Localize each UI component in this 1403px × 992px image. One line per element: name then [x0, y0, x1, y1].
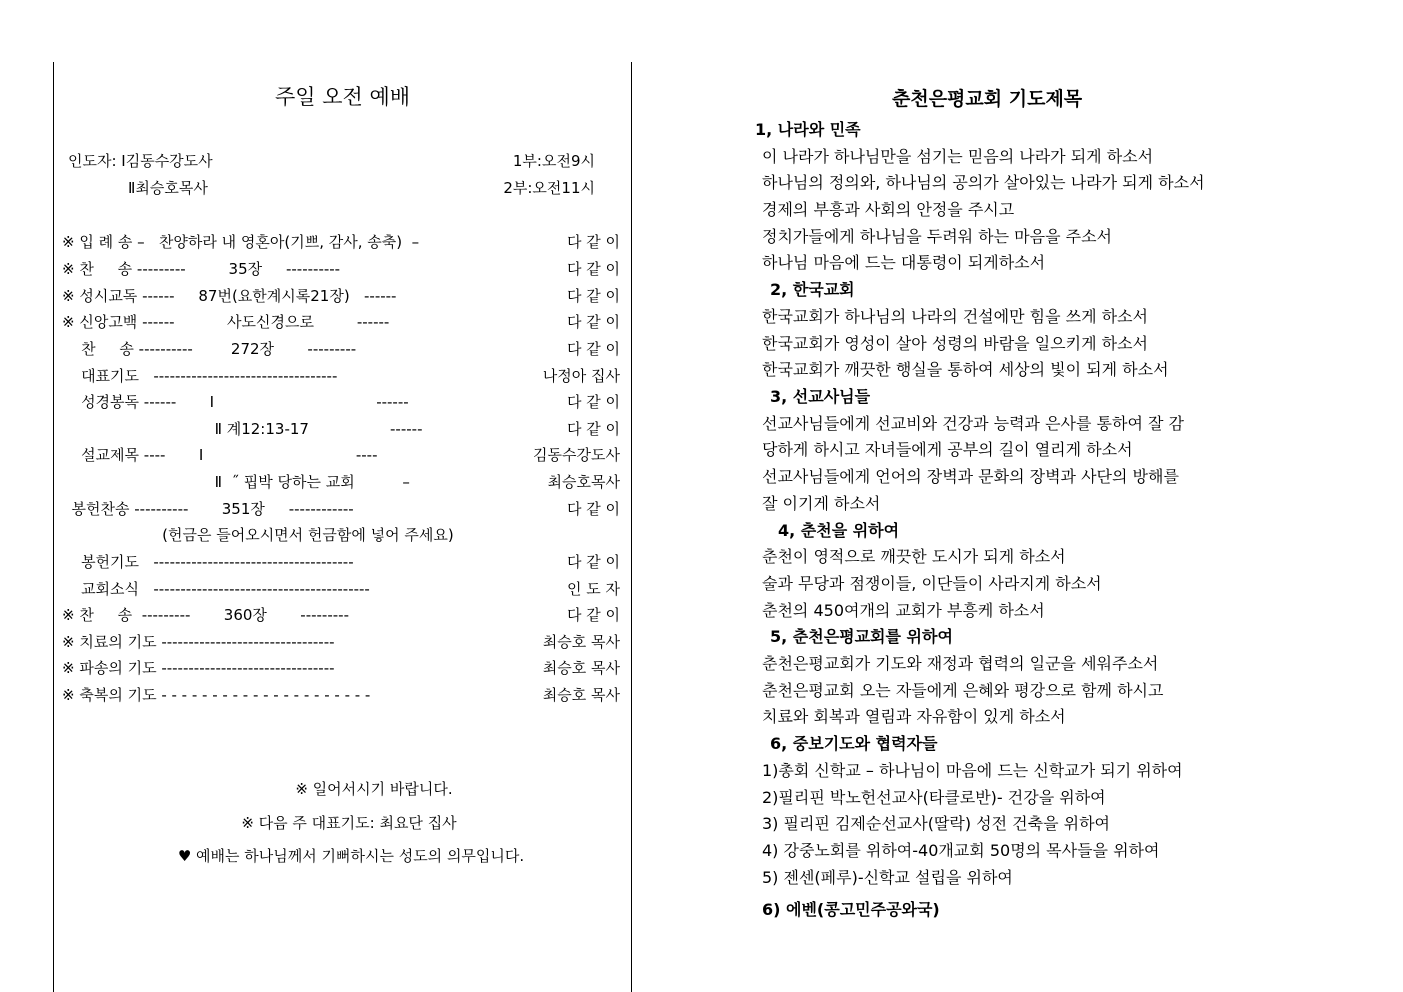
order-item-leader: 다 같 이 [566, 233, 620, 251]
order-item: ※ 성시교독 ‐‐‐‐‐‐ 87번(요한계시록21장) ‐‐‐‐‐‐ [62, 287, 397, 305]
prayer-item: 하나님 마음에 드는 대통령이 되게하소서 [762, 253, 1046, 272]
prayer-item: 한국교회가 하나님의 나라의 건설에만 힘을 쓰게 하소서 [762, 307, 1149, 326]
order-item: 교회소식 ‐‐‐‐‐‐‐‐‐‐‐‐‐‐‐‐‐‐‐‐‐‐‐‐‐‐‐‐‐‐‐‐‐‐‐‐‐‐‐‐ [62, 580, 370, 598]
order-item: ※ 신앙고백 ‐‐‐‐‐‐ 사도신경으로 ‐‐‐‐‐‐ [62, 313, 390, 331]
prayer-item: 춘천의 450여개의 교회가 부흥케 하소서 [762, 601, 1045, 620]
prayer-item: 한국교회가 영성이 살아 성령의 바람을 일으키게 하소서 [762, 334, 1149, 353]
order-item-leader: 다 같 이 [566, 313, 620, 331]
order-item: 봉헌기도 ‐‐‐‐‐‐‐‐‐‐‐‐‐‐‐‐‐‐‐‐‐‐‐‐‐‐‐‐‐‐‐‐‐‐‐‐‐ [62, 553, 354, 571]
worship-duty-note: ♥ 예배는 하나님께서 기뻐하시는 성도의 의무입니다. [177, 847, 525, 865]
order-item-leader: 다 같 이 [566, 340, 620, 358]
order-item: ※ 찬 송 ‐‐‐‐‐‐‐‐‐ 360장 ‐‐‐‐‐‐‐‐‐ [62, 606, 349, 624]
order-item-leader: 다 같 이 [566, 500, 620, 518]
service-time-2: 2부:오전11시 [503, 179, 595, 197]
prayer-item: 당하게 하시고 자녀들에게 공부의 길이 열리게 하소서 [762, 440, 1133, 459]
stand-note: ※ 일어서시기 바랍니다. [295, 780, 453, 798]
prayer-item: 춘천은평교회가 기도와 재정과 협력의 일군을 세워주소서 [762, 654, 1159, 673]
prayer-item: 이 나라가 하나님만을 섬기는 믿음의 나라가 되게 하소서 [762, 147, 1154, 166]
order-item: ※ 치료의 기도 ‐‐‐‐‐‐‐‐‐‐‐‐‐‐‐‐‐‐‐‐‐‐‐‐‐‐‐‐‐‐‐‐ [62, 633, 335, 651]
order-item: Ⅱ 계12:13-17 ‐‐‐‐‐‐ [62, 420, 423, 438]
order-item-leader: 인 도 자 [566, 580, 620, 598]
prayer-item: 잘 이기게 하소서 [762, 494, 881, 513]
prayer-item: 2)필리핀 박노헌선교사(타클로반)- 건강을 위하여 [762, 788, 1106, 807]
prayer-item: 한국교회가 깨끗한 행실을 통하여 세상의 빛이 되게 하소서 [762, 360, 1169, 379]
prayer-item: 5) 젠센(페루)-신학교 설립을 위하여 [762, 868, 1013, 887]
prayer-section-heading: 2, 한국교회 [770, 280, 855, 300]
prayer-last-item: 6) 에벤(콩고민주공와국) [762, 900, 940, 919]
order-item: 봉헌찬송 ‐‐‐‐‐‐‐‐‐‐ 351장 ‐‐‐‐‐‐‐‐‐‐‐‐ [62, 500, 354, 518]
order-item-leader: 최승호목사 [547, 473, 620, 491]
order-item: 찬 송 ‐‐‐‐‐‐‐‐‐‐ 272장 ‐‐‐‐‐‐‐‐‐ [62, 340, 357, 358]
order-item-leader: 다 같 이 [566, 420, 620, 438]
prayer-section-heading: 3, 선교사님들 [770, 387, 871, 406]
prayer-title: 춘천은평교회 기도제목 [892, 88, 1083, 110]
order-item: 설교제목 ‐‐‐‐ Ⅰ ‐‐‐‐ [62, 446, 378, 464]
next-week-prayer-note: ※ 다음 주 대표기도: 최요단 집사 [241, 814, 457, 832]
prayer-item: 춘천은평교회 오는 자들에게 은혜와 평강으로 함께 하시고 [762, 681, 1164, 700]
service-title: 주일 오전 예배 [274, 85, 411, 109]
prayer-item: 정치가들에게 하나님을 두려워 하는 마음을 주소서 [762, 227, 1113, 246]
prayer-section-heading: 4, 춘천을 위하여 [778, 520, 900, 540]
order-item-leader: 다 같 이 [566, 393, 620, 411]
prayer-section-heading: 1, 나라와 민족 [755, 120, 861, 139]
order-item: (헌금은 들어오시면서 헌금함에 넣어 주세요) [62, 526, 454, 544]
order-item-leader: 나정아 집사 [542, 367, 620, 385]
order-item: Ⅱ ˝ 핍박 당하는 교회 – [62, 473, 410, 491]
prayer-item: 경제의 부흥과 사회의 안정을 주시고 [762, 200, 1015, 219]
order-item-leader: 다 같 이 [566, 287, 620, 305]
order-item: 성경봉독 ‐‐‐‐‐‐ Ⅰ ‐‐‐‐‐‐ [62, 393, 409, 411]
order-item: 대표기도 ‐‐‐‐‐‐‐‐‐‐‐‐‐‐‐‐‐‐‐‐‐‐‐‐‐‐‐‐‐‐‐‐‐‐ [62, 367, 338, 385]
order-item-leader: 다 같 이 [566, 606, 620, 624]
order-item: ※ 입 례 송 – 찬양하라 내 영혼아(기쁘, 감사, 송축) – [62, 233, 420, 251]
order-item: ※ 축복의 기도 ‐ ‐ ‐ ‐ ‐ ‐ ‐ ‐ ‐ ‐ ‐ ‐ ‐ ‐ ‐ ‐ ‐ ‐ ‐ ‐ ‐ [62, 686, 371, 704]
prayer-item: 선교사님들에게 언어의 장벽과 문화의 장벽과 사단의 방해를 [762, 467, 1179, 486]
prayer-item: 치료와 회복과 열림과 자유함이 있게 하소서 [762, 707, 1066, 726]
prayer-item: 춘천이 영적으로 깨끗한 도시가 되게 하소서 [762, 547, 1066, 566]
leader-line-1: 인도자: Ⅰ김동수강도사 [68, 152, 213, 170]
leader-line-2: Ⅱ최승호목사 [128, 179, 208, 197]
prayer-item: 술과 무당과 점쟁이들, 이단들이 사라지게 하소서 [762, 574, 1102, 593]
order-item: ※ 파송의 기도 ‐‐‐‐‐‐‐‐‐‐‐‐‐‐‐‐‐‐‐‐‐‐‐‐‐‐‐‐‐‐‐‐ [62, 659, 335, 677]
prayer-section-heading: 6, 중보기도와 협력자들 [770, 734, 938, 754]
prayer-item: 1)총회 신학교 – 하나님이 마음에 드는 신학교가 되기 위하여 [762, 761, 1183, 780]
prayer-item: 선교사님들에게 선교비와 건강과 능력과 은사를 통하여 잘 감 [762, 414, 1185, 433]
prayer-item: 3) 필리핀 김제순선교사(딸락) 성전 건축을 위하여 [762, 814, 1111, 833]
prayer-item: 4) 강중노회를 위하여-40개교회 50명의 목사들을 위하여 [762, 841, 1160, 860]
service-time-1: 1부:오전9시 [512, 152, 595, 170]
order-item-leader: 다 같 이 [566, 260, 620, 278]
order-item-leader: 최승호 목사 [542, 659, 620, 677]
prayer-section-heading: 5, 춘천은평교회를 위하여 [770, 627, 953, 647]
order-item: ※ 찬 송 ‐‐‐‐‐‐‐‐‐ 35장 ‐‐‐‐‐‐‐‐‐‐ [62, 260, 341, 278]
prayer-item: 하나님의 정의와, 하나님의 공의가 살아있는 나라가 되게 하소서 [762, 173, 1205, 192]
order-item-leader: 김동수강도사 [533, 446, 620, 464]
order-item-leader: 다 같 이 [566, 553, 620, 571]
order-item-leader: 최승호 목사 [542, 633, 620, 651]
order-item-leader: 최승호 목사 [542, 686, 620, 704]
